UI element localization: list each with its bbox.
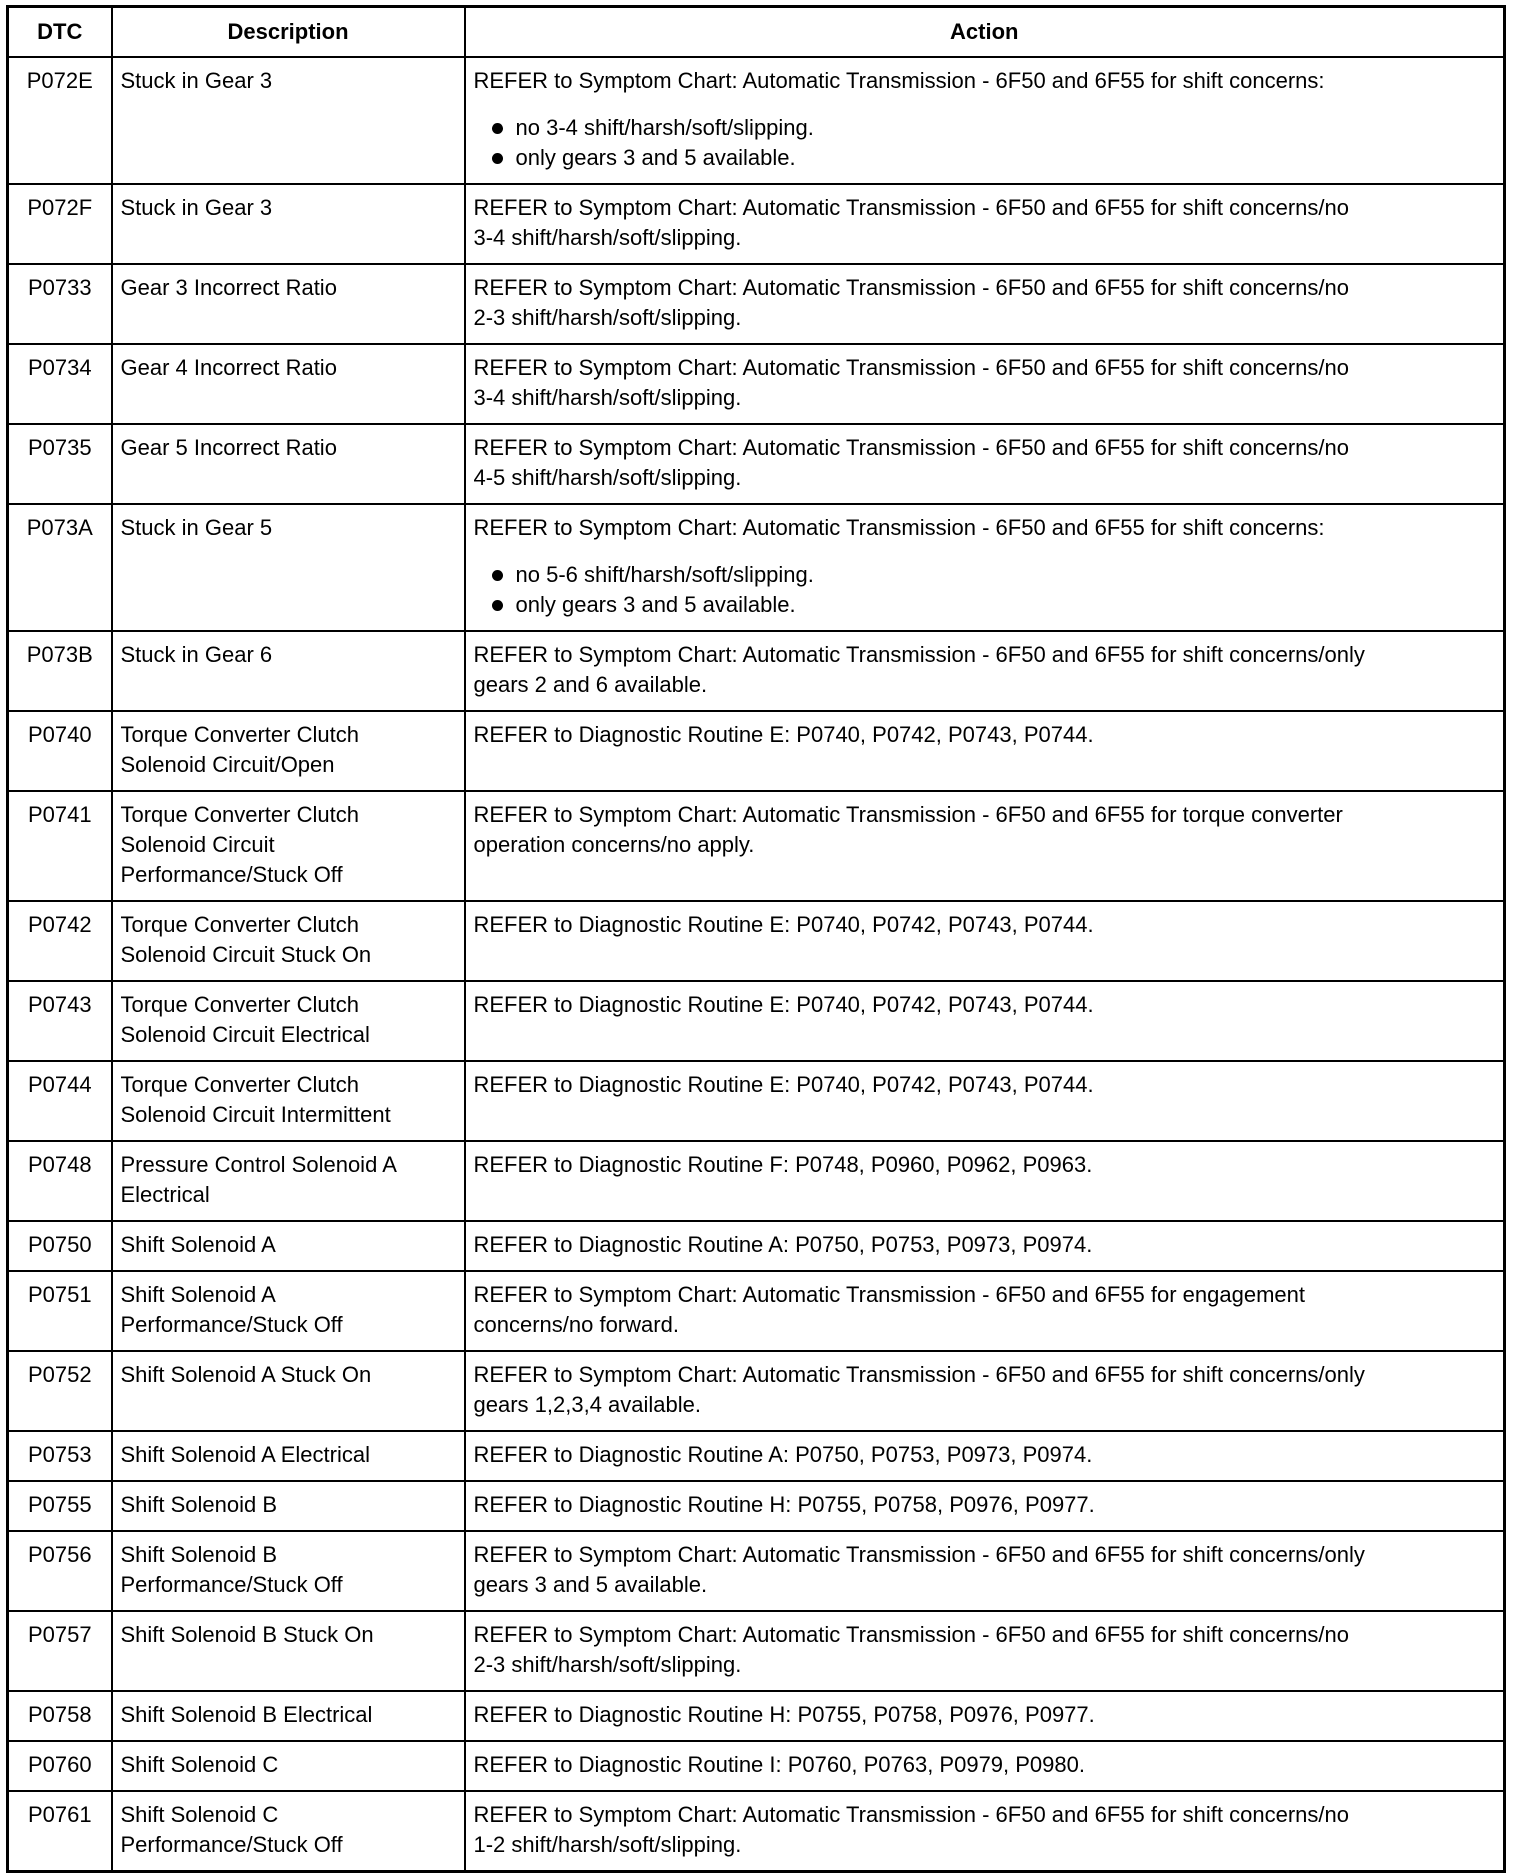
- description-cell: [112, 711, 465, 791]
- dtc-cell: P0740: [8, 711, 112, 791]
- table-row: [8, 184, 1505, 264]
- dtc-cell: P072E: [8, 57, 112, 184]
- action-cell: [465, 1061, 1505, 1141]
- table-row: [8, 1531, 1505, 1611]
- description-line: Torque Converter Clutch: [120, 722, 359, 747]
- bullet-icon: [492, 153, 503, 164]
- action-cell: [465, 1141, 1505, 1221]
- action-cell: [465, 1611, 1505, 1691]
- action-cell: [465, 711, 1505, 791]
- description-line: Shift Solenoid A Stuck On: [120, 1362, 372, 1387]
- action-bullet-list: [474, 560, 1496, 620]
- description-line: Shift Solenoid C: [120, 1752, 279, 1777]
- action-line: REFER to Diagnostic Routine I: P0760, P0763, P0979, P0980.: [473, 1752, 1085, 1777]
- description-line: Performance/Stuck Off: [120, 862, 343, 887]
- action-line: concerns/no forward.: [473, 1312, 679, 1337]
- action-bullet-item: [492, 590, 1496, 620]
- table-row: [8, 1351, 1505, 1431]
- description-line: Performance/Stuck Off: [120, 1832, 343, 1857]
- description-line: Shift Solenoid B: [120, 1542, 278, 1567]
- description-line: Stuck in Gear 3: [120, 195, 273, 220]
- description-line: Shift Solenoid C: [120, 1802, 279, 1827]
- action-line: REFER to Symptom Chart: Automatic Transmission - 6F50 and 6F55 for shift concerns/no: [473, 1622, 1349, 1647]
- table-row: [8, 1221, 1505, 1271]
- action-cell: [465, 57, 1505, 184]
- dtc-cell: P0748: [8, 1141, 112, 1221]
- action-line: REFER to Diagnostic Routine H: P0755, P0758, P0976, P0977.: [473, 1702, 1095, 1727]
- description-line: Gear 3 Incorrect Ratio: [120, 275, 337, 300]
- dtc-cell: P0761: [8, 1791, 112, 1872]
- description-line: Shift Solenoid B: [120, 1492, 278, 1517]
- dtc-cell: P0758: [8, 1691, 112, 1741]
- description-cell: [112, 424, 465, 504]
- dtc-cell: P0744: [8, 1061, 112, 1141]
- description-cell: [112, 1141, 465, 1221]
- table-row: [8, 1481, 1505, 1531]
- description-cell: [112, 504, 465, 631]
- description-line: Solenoid Circuit Stuck On: [120, 942, 372, 967]
- table-row: [8, 264, 1505, 344]
- description-line: Solenoid Circuit Electrical: [120, 1022, 370, 1047]
- description-cell: [112, 1691, 465, 1741]
- description-cell: [112, 264, 465, 344]
- action-line: 2-3 shift/harsh/soft/slipping.: [473, 1652, 742, 1677]
- dtc-cell: P0760: [8, 1741, 112, 1791]
- action-cell: [465, 1271, 1505, 1351]
- action-line: REFER to Symptom Chart: Automatic Transmission - 6F50 and 6F55 for shift concerns/no: [473, 1802, 1349, 1827]
- dtc-cell: P0741: [8, 791, 112, 901]
- description-cell: [112, 1061, 465, 1141]
- action-bullet-list: [474, 113, 1496, 173]
- table-row: [8, 1741, 1505, 1791]
- dtc-cell: P0743: [8, 981, 112, 1061]
- dtc-cell: P0750: [8, 1221, 112, 1271]
- description-line: Stuck in Gear 5: [120, 515, 273, 540]
- action-line: gears 1,2,3,4 available.: [473, 1392, 701, 1417]
- action-cell: [465, 1741, 1505, 1791]
- action-cell: [465, 901, 1505, 981]
- description-cell: [112, 1221, 465, 1271]
- description-cell: [112, 1431, 465, 1481]
- action-line: 1-2 shift/harsh/soft/slipping.: [473, 1832, 742, 1857]
- description-cell: [112, 1271, 465, 1351]
- action-line: REFER to Symptom Chart: Automatic Transmission - 6F50 and 6F55 for shift concerns:: [473, 515, 1325, 540]
- description-cell: [112, 1481, 465, 1531]
- action-cell: [465, 631, 1505, 711]
- action-line: REFER to Symptom Chart: Automatic Transmission - 6F50 and 6F55 for shift concerns/no: [473, 435, 1349, 460]
- dtc-cell: P0753: [8, 1431, 112, 1481]
- table-row: [8, 1611, 1505, 1691]
- action-line: 3-4 shift/harsh/soft/slipping.: [473, 225, 742, 250]
- description-line: Torque Converter Clutch: [120, 912, 359, 937]
- action-line: REFER to Symptom Chart: Automatic Transmission - 6F50 and 6F55 for shift concerns/only: [473, 642, 1365, 667]
- description-line: Solenoid Circuit: [120, 832, 275, 857]
- bullet-text: no 3-4 shift/harsh/soft/slipping.: [515, 115, 814, 140]
- action-line: REFER to Diagnostic Routine A: P0750, P0753, P0973, P0974.: [473, 1442, 1093, 1467]
- description-cell: [112, 344, 465, 424]
- description-line: Shift Solenoid B Stuck On: [120, 1622, 374, 1647]
- bullet-text: only gears 3 and 5 available.: [515, 145, 796, 170]
- description-line: Stuck in Gear 3: [120, 68, 273, 93]
- description-line: Performance/Stuck Off: [120, 1572, 343, 1597]
- description-cell: [112, 901, 465, 981]
- action-cell: [465, 264, 1505, 344]
- description-line: Pressure Control Solenoid A: [120, 1152, 397, 1177]
- description-cell: [112, 631, 465, 711]
- action-line: 2-3 shift/harsh/soft/slipping.: [473, 305, 742, 330]
- description-line: Stuck in Gear 6: [120, 642, 273, 667]
- table-row: [8, 791, 1505, 901]
- description-line: Solenoid Circuit Intermittent: [120, 1102, 391, 1127]
- table-row: [8, 1691, 1505, 1741]
- action-cell: [465, 1221, 1505, 1271]
- dtc-cell: P0757: [8, 1611, 112, 1691]
- action-cell: [465, 1351, 1505, 1431]
- action-cell: [465, 504, 1505, 631]
- action-line: REFER to Symptom Chart: Automatic Transmission - 6F50 and 6F55 for shift concerns/only: [473, 1542, 1365, 1567]
- description-line: Performance/Stuck Off: [120, 1312, 343, 1337]
- action-line: REFER to Diagnostic Routine H: P0755, P0758, P0976, P0977.: [473, 1492, 1095, 1517]
- action-line: 3-4 shift/harsh/soft/slipping.: [473, 385, 742, 410]
- table-row: [8, 1061, 1505, 1141]
- action-line: operation concerns/no apply.: [473, 832, 755, 857]
- dtc-cell: P073B: [8, 631, 112, 711]
- table-row: [8, 631, 1505, 711]
- table-row: [8, 344, 1505, 424]
- table-row: [8, 981, 1505, 1061]
- action-cell: [465, 1531, 1505, 1611]
- action-cell: [465, 344, 1505, 424]
- action-cell: [465, 184, 1505, 264]
- action-cell: [465, 1691, 1505, 1741]
- description-line: Shift Solenoid A Electrical: [120, 1442, 370, 1467]
- bullet-icon: [492, 570, 503, 581]
- action-line: REFER to Diagnostic Routine F: P0748, P0960, P0962, P0963.: [473, 1152, 1093, 1177]
- action-bullet-item: [492, 560, 1496, 590]
- header-action: Action: [465, 7, 1505, 58]
- action-cell: [465, 1791, 1505, 1872]
- action-line: 4-5 shift/harsh/soft/slipping.: [473, 465, 742, 490]
- bullet-icon: [492, 123, 503, 134]
- description-line: Shift Solenoid A: [120, 1282, 276, 1307]
- table-row: [8, 504, 1505, 631]
- description-line: Gear 5 Incorrect Ratio: [120, 435, 337, 460]
- action-line: REFER to Diagnostic Routine E: P0740, P0742, P0743, P0744.: [473, 1072, 1094, 1097]
- table-row: [8, 711, 1505, 791]
- action-cell: [465, 791, 1505, 901]
- action-line: REFER to Diagnostic Routine E: P0740, P0742, P0743, P0744.: [473, 992, 1094, 1017]
- table-header-row: [8, 7, 1505, 58]
- description-cell: [112, 57, 465, 184]
- table-row: [8, 1431, 1505, 1481]
- table-row: [8, 57, 1505, 184]
- action-line: REFER to Symptom Chart: Automatic Transmission - 6F50 and 6F55 for engagement: [473, 1282, 1305, 1307]
- bullet-icon: [492, 600, 503, 611]
- action-line: REFER to Symptom Chart: Automatic Transmission - 6F50 and 6F55 for shift concerns/no: [473, 195, 1349, 220]
- action-line: REFER to Symptom Chart: Automatic Transmission - 6F50 and 6F55 for shift concerns/no: [473, 355, 1349, 380]
- action-cell: [465, 1481, 1505, 1531]
- action-cell: [465, 424, 1505, 504]
- dtc-cell: P0733: [8, 264, 112, 344]
- description-cell: [112, 1611, 465, 1691]
- dtc-cell: P0756: [8, 1531, 112, 1611]
- description-line: Electrical: [120, 1182, 210, 1207]
- description-cell: [112, 1531, 465, 1611]
- description-cell: [112, 184, 465, 264]
- table-row: [8, 1141, 1505, 1221]
- description-line: Torque Converter Clutch: [120, 1072, 359, 1097]
- bullet-text: only gears 3 and 5 available.: [515, 592, 796, 617]
- dtc-cell: P0752: [8, 1351, 112, 1431]
- action-line: REFER to Diagnostic Routine E: P0740, P0742, P0743, P0744.: [473, 912, 1094, 937]
- description-cell: [112, 981, 465, 1061]
- action-line: REFER to Symptom Chart: Automatic Transmission - 6F50 and 6F55 for torque converter: [473, 802, 1343, 827]
- action-cell: [465, 1431, 1505, 1481]
- action-bullet-item: [492, 113, 1496, 143]
- action-line: REFER to Diagnostic Routine E: P0740, P0742, P0743, P0744.: [473, 722, 1094, 747]
- table-row: [8, 1791, 1505, 1872]
- description-line: Solenoid Circuit/Open: [120, 752, 335, 777]
- action-bullet-item: [492, 143, 1496, 173]
- table-row: [8, 901, 1505, 981]
- description-cell: [112, 791, 465, 901]
- action-cell: [465, 981, 1505, 1061]
- action-line: gears 3 and 5 available.: [473, 1572, 708, 1597]
- dtc-cell: P0755: [8, 1481, 112, 1531]
- table-body: [8, 57, 1505, 1872]
- header-description: Description: [112, 7, 465, 58]
- action-line: gears 2 and 6 available.: [473, 672, 708, 697]
- bullet-text: no 5-6 shift/harsh/soft/slipping.: [515, 562, 814, 587]
- dtc-cell: P073A: [8, 504, 112, 631]
- dtc-cell: P0742: [8, 901, 112, 981]
- dtc-cell: P0751: [8, 1271, 112, 1351]
- dtc-cell: P072F: [8, 184, 112, 264]
- description-line: Shift Solenoid A: [120, 1232, 276, 1257]
- action-line: REFER to Diagnostic Routine A: P0750, P0753, P0973, P0974.: [473, 1232, 1093, 1257]
- dtc-table: [6, 5, 1506, 1873]
- description-line: Torque Converter Clutch: [120, 992, 359, 1017]
- action-line: REFER to Symptom Chart: Automatic Transmission - 6F50 and 6F55 for shift concerns:: [473, 68, 1325, 93]
- description-line: Gear 4 Incorrect Ratio: [120, 355, 337, 380]
- description-cell: [112, 1741, 465, 1791]
- description-line: Torque Converter Clutch: [120, 802, 359, 827]
- dtc-cell: P0735: [8, 424, 112, 504]
- table-row: [8, 1271, 1505, 1351]
- description-line: Shift Solenoid B Electrical: [120, 1702, 373, 1727]
- table-row: [8, 424, 1505, 504]
- description-cell: [112, 1351, 465, 1431]
- action-line: REFER to Symptom Chart: Automatic Transmission - 6F50 and 6F55 for shift concerns/only: [473, 1362, 1365, 1387]
- header-dtc: DTC: [8, 7, 112, 58]
- action-line: REFER to Symptom Chart: Automatic Transmission - 6F50 and 6F55 for shift concerns/no: [473, 275, 1349, 300]
- dtc-cell: P0734: [8, 344, 112, 424]
- description-cell: [112, 1791, 465, 1872]
